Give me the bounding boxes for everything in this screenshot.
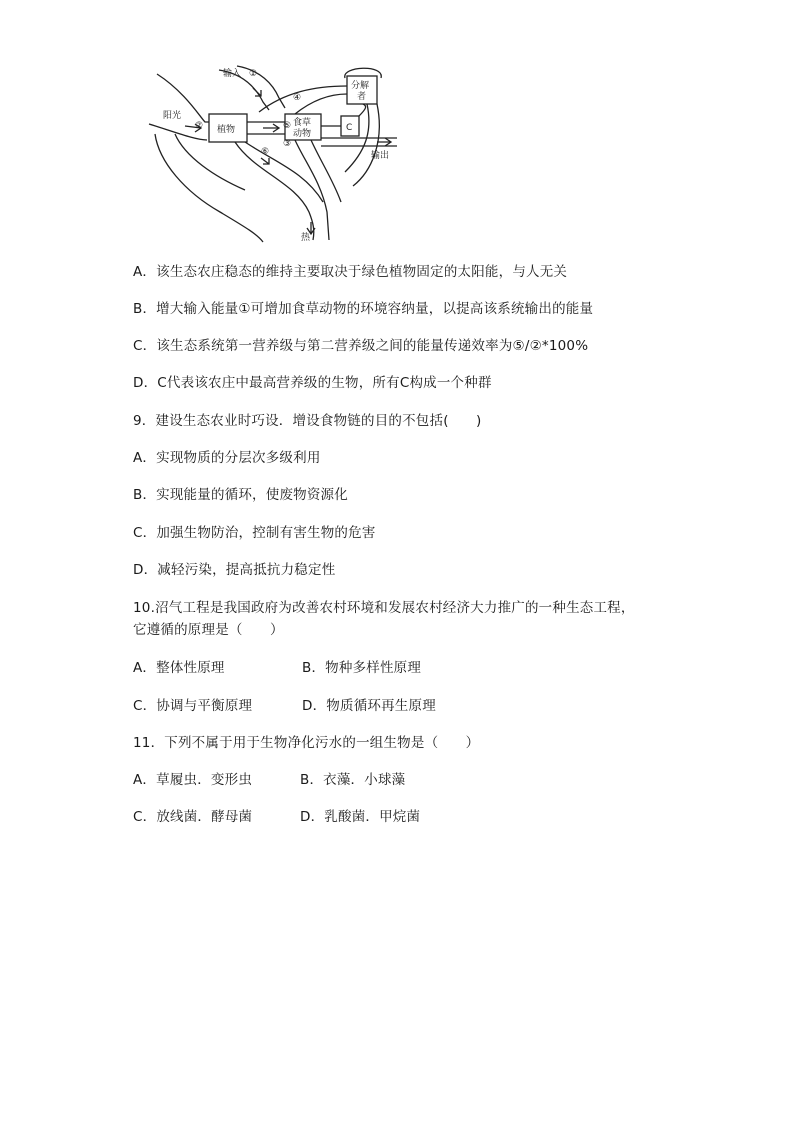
arrow-plant-herbivore bbox=[263, 124, 279, 132]
q11-option-a: A．草履虫．变形虫 bbox=[133, 772, 253, 788]
q9-option-c: C．加强生物防治，控制有害生物的危害 bbox=[133, 525, 376, 541]
q10-option-d: D．物质循环再生原理 bbox=[302, 698, 436, 714]
label-decomposer-2: 者 bbox=[357, 92, 367, 102]
q9-option-b: B．实现能量的循环，使废物资源化 bbox=[133, 487, 348, 503]
label-n1: ① bbox=[249, 69, 258, 79]
q9-option-d: D．减轻污染，提高抵抗力稳定性 bbox=[133, 562, 336, 578]
q11-stem: 11．下列不属于用于生物净化污水的一组生物是（ ） bbox=[133, 735, 480, 751]
energy-flow-diagram bbox=[145, 62, 405, 244]
q10-stem-line2: 它遵循的原理是（ ） bbox=[133, 622, 284, 638]
q8-option-d: D．C代表该农庄中最高营养级的生物，所有C构成一个种群 bbox=[133, 375, 492, 391]
label-n4: ④ bbox=[293, 93, 302, 103]
label-n3: ③ bbox=[283, 139, 292, 149]
label-plants: 植物 bbox=[217, 125, 236, 135]
q11-option-b: B．衣藻．小球藻 bbox=[300, 772, 406, 788]
label-c: C bbox=[346, 123, 353, 133]
q11-option-d: D．乳酸菌．甲烷菌 bbox=[300, 809, 421, 825]
left-bank bbox=[155, 134, 263, 242]
label-output: 输出 bbox=[371, 151, 390, 161]
q9-stem: 9．建设生态农业时巧设．增设食物链的目的不包括( ) bbox=[133, 413, 482, 429]
label-herbivore-2: 动物 bbox=[293, 129, 312, 139]
label-n6: ⑥ bbox=[261, 147, 270, 157]
label-n5: ⑤ bbox=[283, 121, 292, 131]
flow-to-decomposer-b bbox=[295, 94, 347, 114]
label-herbivore-1: 食草 bbox=[293, 118, 312, 128]
q8-option-a: A．该生态农庄稳态的维持主要取决于绿色植物固定的太阳能，与人无关 bbox=[133, 264, 568, 280]
label-heat: 热 bbox=[301, 233, 311, 243]
label-sunlight: 阳光 bbox=[163, 111, 182, 121]
arrow-down-6 bbox=[261, 158, 269, 164]
q10-option-c: C．协调与平衡原理 bbox=[133, 698, 253, 714]
arrow-output bbox=[377, 138, 391, 146]
input-band-b bbox=[237, 66, 285, 108]
q10-option-a: A．整体性原理 bbox=[133, 660, 225, 676]
heat-band-d bbox=[311, 140, 341, 202]
arrow-input bbox=[253, 88, 261, 96]
flow-c-to-decomposer bbox=[359, 104, 366, 116]
label-n2: ② bbox=[195, 121, 204, 131]
q11-option-c: C．放线菌．酵母菌 bbox=[133, 809, 253, 825]
label-input: 输入 bbox=[223, 69, 242, 79]
heat-band-c bbox=[295, 140, 329, 240]
q8-option-c: C．该生态系统第一营养级与第二营养级之间的能量传递效率为⑤/②*100% bbox=[133, 338, 589, 354]
label-decomposer-1: 分解 bbox=[351, 81, 370, 91]
q8-option-b: B．增大输入能量①可增加食草动物的环境容纳量，以提高该系统输出的能量 bbox=[133, 301, 594, 317]
heat-band-a bbox=[235, 142, 314, 240]
q10-option-b: B．物种多样性原理 bbox=[302, 660, 422, 676]
q9-option-a: A．实现物质的分层次多级利用 bbox=[133, 450, 321, 466]
q10-stem-line1: 10.沼气工程是我国政府为改善农村环境和发展农村经济大力推广的一种生态工程， bbox=[133, 600, 635, 616]
